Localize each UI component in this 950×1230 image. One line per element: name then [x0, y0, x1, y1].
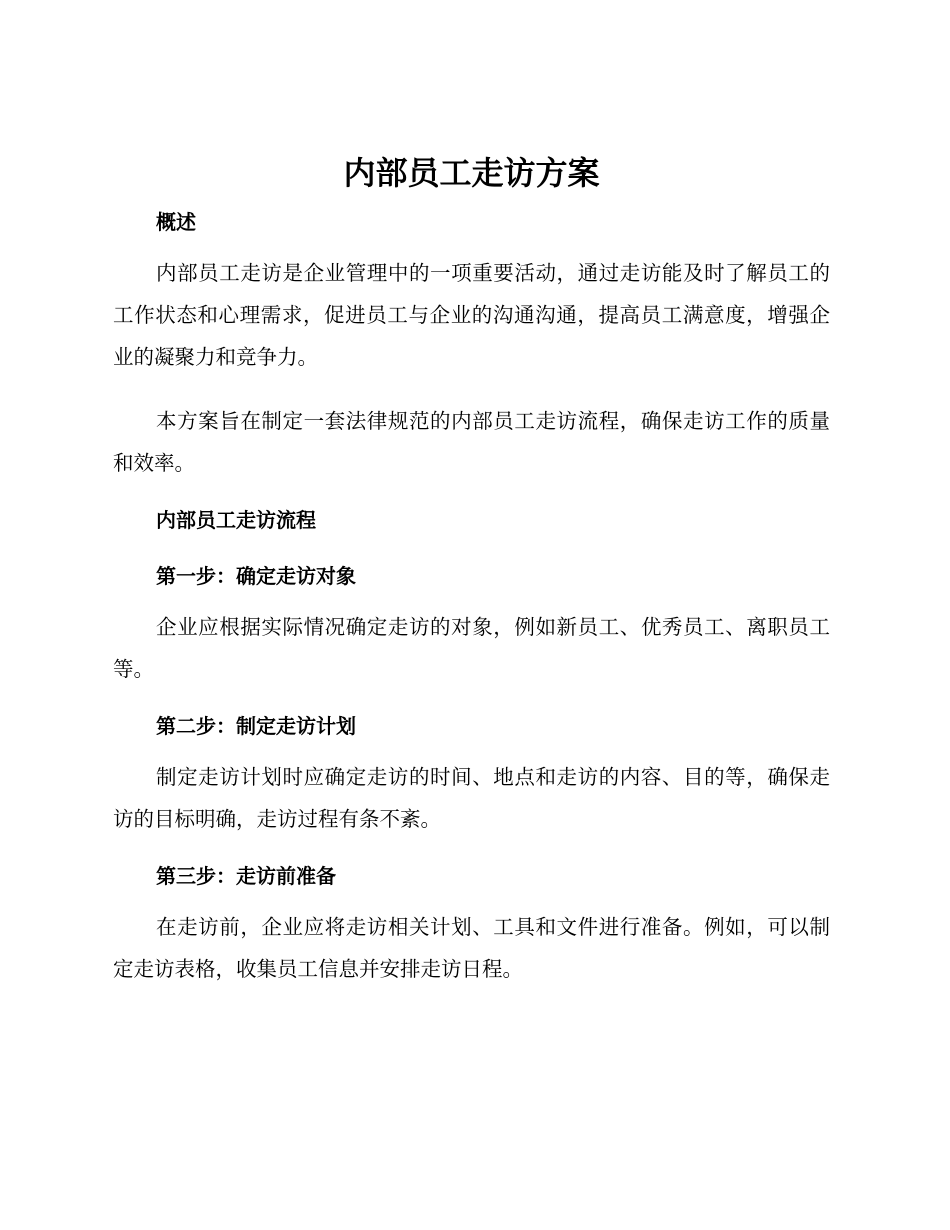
paragraph-overview-2: 本方案旨在制定一套法律规范的内部员工走访流程，确保走访工作的质量和效率。 — [113, 409, 830, 475]
paragraph-step-3: 在走访前，企业应将走访相关计划、工具和文件进行准备。例如，可以制定走访表格，收集员工信息并安排走访日程。 — [113, 915, 830, 981]
paragraph-step-1: 企业应根据实际情况确定走访的对象，例如新员工、优秀员工、离职员工等。 — [113, 615, 830, 681]
section-heading-overview: 概述 — [156, 210, 196, 234]
step-heading-2: 第二步：制定走访计划 — [156, 714, 356, 738]
document-page — [113, 148, 830, 1012]
step-heading-1: 第一步：确定走访对象 — [156, 564, 356, 588]
document-title: 内部员工走访方案 — [343, 154, 600, 192]
section-heading-process: 内部员工走访流程 — [156, 508, 316, 532]
step-heading-3: 第三步：走访前准备 — [156, 864, 336, 888]
paragraph-step-2: 制定走访计划时应确定走访的时间、地点和走访的内容、目的等，确保走访的目标明确，走访过程有条不紊。 — [113, 765, 830, 831]
paragraph-overview-1: 内部员工走访是企业管理中的一项重要活动，通过走访能及时了解员工的工作状态和心理需求，促进员工与企业的沟通沟通，提高员工满意度，增强企业的凝聚力和竞争力。 — [113, 261, 830, 369]
